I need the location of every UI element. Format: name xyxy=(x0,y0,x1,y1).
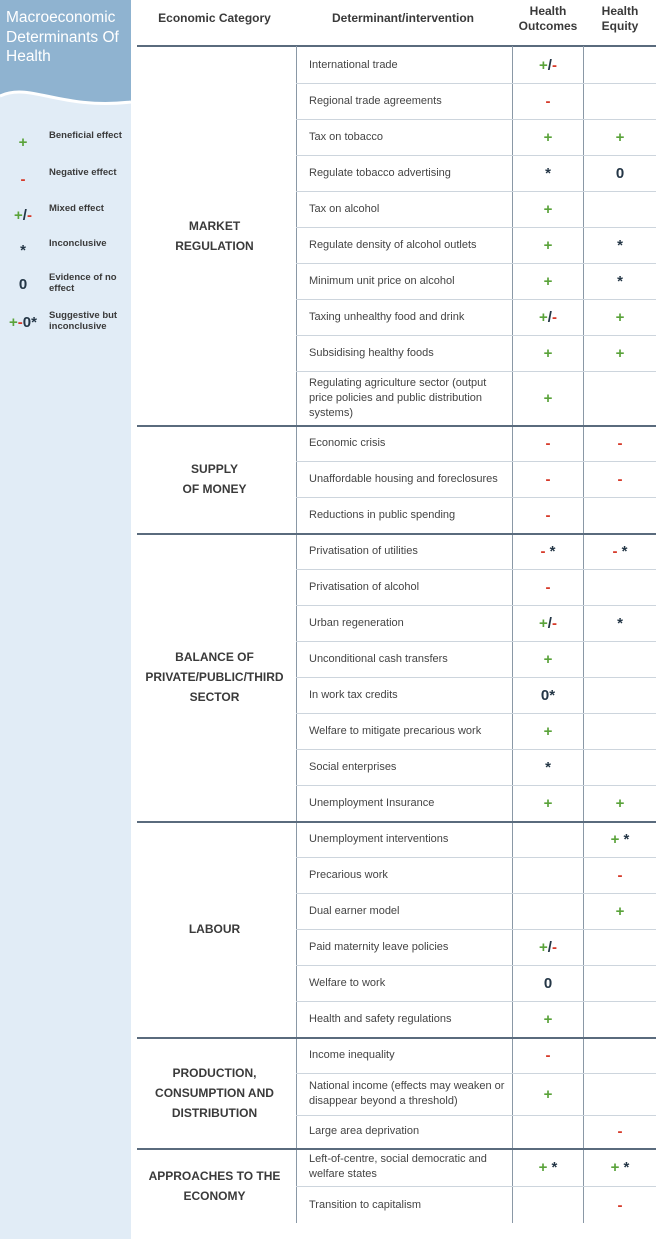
category-line: ECONOMY xyxy=(183,1189,246,1203)
category-line: PRODUCTION, xyxy=(172,1065,257,1080)
legend-symbol: - xyxy=(20,171,26,188)
health-outcome-symbol xyxy=(512,1115,584,1148)
table-row xyxy=(296,893,656,929)
table-row xyxy=(296,1073,656,1115)
health-equity-symbol: + * xyxy=(610,1158,630,1176)
legend-label: Evidence of no effect xyxy=(49,272,117,294)
health-equity-symbol xyxy=(584,641,656,677)
determinant-label: Regulate tobacco advertising xyxy=(309,166,451,179)
category-label xyxy=(137,459,292,499)
table-row xyxy=(296,47,656,83)
legend-symbol: * xyxy=(20,242,26,259)
health-outcome-symbol: + xyxy=(543,1085,553,1103)
health-equity-symbol: - xyxy=(617,470,623,488)
determinant-label: Unconditional cash transfers xyxy=(309,652,448,665)
health-equity-symbol: + xyxy=(615,902,625,920)
health-equity-symbol xyxy=(584,191,656,227)
category-label xyxy=(137,1063,292,1123)
determinant-label: Precarious work xyxy=(309,868,388,881)
table-row xyxy=(296,155,656,191)
health-equity-symbol: 0 xyxy=(615,164,625,182)
health-outcome-symbol: 0 xyxy=(543,974,553,992)
determinant-label: Welfare to work xyxy=(309,976,386,989)
table-row xyxy=(296,1148,656,1186)
health-equity-symbol: - * xyxy=(612,542,628,560)
health-equity-symbol: + xyxy=(615,344,625,362)
category-line: SUPPLY xyxy=(191,462,238,476)
category-line: MARKET xyxy=(188,219,241,233)
health-outcome-symbol: + xyxy=(543,650,553,668)
determinant-label: Unemployment Insurance xyxy=(309,796,435,809)
determinant-label: Urban regeneration xyxy=(309,616,404,629)
table-row xyxy=(296,749,656,785)
table-row xyxy=(296,227,656,263)
determinant-label: Regulating agriculture sector (output price policies and public distribution systems) xyxy=(309,376,487,419)
legend-symbol: + xyxy=(18,134,28,151)
health-outcome-symbol: + xyxy=(543,236,553,254)
table-row xyxy=(296,713,656,749)
health-equity-symbol: - xyxy=(617,434,623,452)
determinant-label: National income (effects may weaken or disappear beyond a threshold) xyxy=(309,1080,505,1107)
health-outcome-symbol: + * xyxy=(538,1158,558,1176)
health-outcome-symbol: + xyxy=(543,200,553,218)
health-equity-symbol xyxy=(584,1073,656,1115)
determinant-label: In work tax credits xyxy=(309,688,398,701)
category-line: LABOUR xyxy=(188,922,241,936)
health-outcome-symbol: + xyxy=(543,272,553,290)
health-outcome-symbol: + xyxy=(543,1010,553,1028)
determinant-label: Unemployment interventions xyxy=(309,832,449,845)
legend-item xyxy=(0,130,131,160)
table-row xyxy=(296,191,656,227)
category-label xyxy=(137,1166,292,1206)
determinant-label: Regional trade agreements xyxy=(309,94,442,107)
health-equity-symbol xyxy=(584,965,656,1001)
table-row xyxy=(296,605,656,641)
table-row xyxy=(296,965,656,1001)
header-equity: Health Equity xyxy=(601,4,639,33)
health-equity-symbol xyxy=(584,47,656,83)
table-row xyxy=(296,119,656,155)
legend-symbol: 0 xyxy=(18,276,28,293)
determinant-label: Tax on alcohol xyxy=(309,202,380,215)
wave-decoration xyxy=(0,80,131,110)
determinant-label: Health and safety regulations xyxy=(309,1012,452,1025)
health-equity-symbol: - xyxy=(617,1123,623,1140)
health-outcome-symbol: * xyxy=(545,164,551,182)
legend-symbol: +/- xyxy=(14,207,32,224)
health-equity-symbol: + xyxy=(615,794,625,812)
health-outcome-symbol: - xyxy=(545,506,551,524)
header-category: Economic Category xyxy=(158,11,271,25)
table-row xyxy=(296,569,656,605)
legend-item xyxy=(0,238,131,268)
health-outcome-symbol: + xyxy=(543,389,553,407)
health-outcome-symbol: - xyxy=(545,434,551,452)
health-outcome-symbol xyxy=(512,857,584,893)
legend-symbol: +-0* xyxy=(9,314,37,331)
determinant-label: Welfare to mitigate precarious work xyxy=(309,724,482,737)
category-label xyxy=(137,216,292,256)
legend-item xyxy=(0,272,131,302)
determinant-label: Income inequality xyxy=(309,1048,395,1061)
health-equity-symbol xyxy=(584,569,656,605)
table-row xyxy=(296,821,656,857)
category-line: PRIVATE/PUBLIC/THIRD xyxy=(145,670,284,684)
determinant-label: Economic crisis xyxy=(309,436,386,449)
table-row xyxy=(296,857,656,893)
table-row xyxy=(296,641,656,677)
category-line: DISTRIBUTION xyxy=(171,1105,258,1120)
category-label xyxy=(137,647,292,707)
determinant-label: Transition to capitalism xyxy=(309,1198,422,1211)
determinant-label: Minimum unit price on alcohol xyxy=(309,274,455,287)
table-row xyxy=(296,335,656,371)
health-equity-symbol xyxy=(584,677,656,713)
health-equity-symbol xyxy=(584,497,656,533)
health-outcome-symbol xyxy=(512,821,584,857)
table-row xyxy=(296,785,656,821)
health-equity-symbol: * xyxy=(617,236,623,254)
legend-item xyxy=(0,310,131,340)
health-outcome-symbol: + / - xyxy=(539,938,557,956)
health-outcome-symbol: - xyxy=(545,470,551,488)
category-label xyxy=(137,919,292,939)
health-outcome-symbol xyxy=(512,1186,584,1224)
health-outcome-symbol: 0 * xyxy=(540,686,556,704)
health-equity-symbol xyxy=(584,929,656,965)
health-equity-symbol: - xyxy=(617,1196,623,1214)
determinant-label: Tax on tobacco xyxy=(309,130,383,143)
health-equity-symbol xyxy=(584,713,656,749)
health-equity-symbol: * xyxy=(617,614,623,632)
header-outcomes: Health Outcomes xyxy=(518,4,578,33)
header-determinant: Determinant/intervention xyxy=(331,11,475,25)
determinant-label: Reductions in public spending xyxy=(309,508,456,521)
legend-sidebar xyxy=(0,0,131,1239)
health-equity-symbol xyxy=(584,371,656,425)
category-line: BALANCE OF xyxy=(175,650,254,664)
table-row xyxy=(296,83,656,119)
health-equity-symbol: * xyxy=(617,272,623,290)
table-row xyxy=(296,497,656,533)
determinant-label: Subsidising healthy foods xyxy=(309,346,434,359)
health-equity-symbol: + xyxy=(615,128,625,146)
health-equity-symbol xyxy=(584,83,656,119)
determinant-label: Regulate density of alcohol outlets xyxy=(309,238,477,251)
health-equity-symbol: + * xyxy=(610,830,630,848)
legend-label: Mixed effect xyxy=(49,203,104,214)
health-outcome-symbol: + / - xyxy=(539,614,557,632)
table-row xyxy=(296,425,656,461)
legend-item xyxy=(0,167,131,197)
determinant-label: Unaffordable housing and foreclosures xyxy=(309,472,498,485)
health-outcome-symbol: + xyxy=(543,128,553,146)
health-equity-symbol xyxy=(584,749,656,785)
determinant-label: Privatisation of utilities xyxy=(309,544,418,557)
health-outcome-symbol: - xyxy=(545,92,551,110)
category-line: REGULATION xyxy=(175,239,254,253)
table-row xyxy=(296,461,656,497)
legend-label: Inconclusive xyxy=(49,238,107,249)
health-outcome-symbol: - xyxy=(545,1046,551,1064)
sidebar-title: Macroeconomic Determinants Of Health xyxy=(6,9,119,65)
health-outcome-symbol: + / - xyxy=(539,56,557,74)
health-equity-symbol: - xyxy=(617,866,623,884)
determinant-label: Social enterprises xyxy=(309,760,397,773)
category-line: SECTOR xyxy=(189,690,240,704)
legend-item xyxy=(0,203,131,233)
health-equity-symbol xyxy=(584,1001,656,1037)
category-line: CONSUMPTION AND xyxy=(155,1085,274,1100)
table-row xyxy=(296,299,656,335)
table-row xyxy=(296,1186,656,1224)
table-row xyxy=(296,929,656,965)
health-outcome-symbol: * xyxy=(545,758,551,776)
determinant-label: Dual earner model xyxy=(309,904,400,917)
table-row xyxy=(296,1037,656,1073)
sidebar-header xyxy=(0,0,131,110)
health-outcome-symbol xyxy=(512,893,584,929)
table-row xyxy=(296,263,656,299)
table-row xyxy=(296,1001,656,1037)
determinant-label: Left-of-centre, social democratic and welfare states xyxy=(309,1153,487,1180)
health-equity-symbol: + xyxy=(615,308,625,326)
health-outcome-symbol: - xyxy=(545,578,551,596)
determinant-label: Large area deprivation xyxy=(309,1125,420,1137)
table-row xyxy=(296,677,656,713)
health-outcome-symbol: + xyxy=(543,722,553,740)
health-outcome-symbol: - * xyxy=(540,542,556,560)
legend-label: Suggestive but inconclusive xyxy=(49,310,118,332)
health-outcome-symbol: + xyxy=(543,344,553,362)
determinant-label: Paid maternity leave policies xyxy=(309,940,449,953)
health-outcome-symbol: + xyxy=(543,794,553,812)
determinant-label: International trade xyxy=(309,58,398,71)
health-outcome-symbol: + / - xyxy=(539,308,557,326)
determinant-label: Taxing unhealthy food and drink xyxy=(309,310,465,323)
health-equity-symbol xyxy=(584,1037,656,1073)
category-line: APPROACHES TO THE xyxy=(148,1169,281,1183)
determinant-label: Privatisation of alcohol xyxy=(309,580,420,593)
category-line: OF MONEY xyxy=(182,482,247,496)
legend-label: Negative effect xyxy=(49,167,117,178)
table-row xyxy=(296,533,656,569)
legend-label: Beneficial effect xyxy=(49,130,122,141)
table-row xyxy=(296,371,656,425)
table-row xyxy=(296,1115,656,1148)
